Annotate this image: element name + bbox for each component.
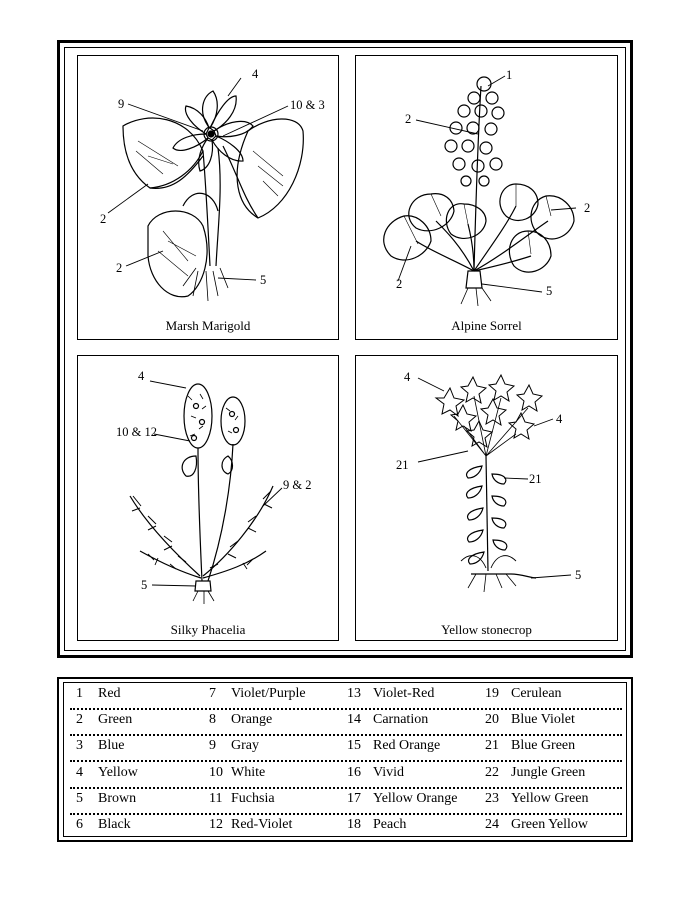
alpine-sorrel-drawing-icon (356, 56, 619, 341)
color-key-number: 12 (209, 817, 223, 832)
marsh-marigold-label-5: 5 (260, 273, 267, 287)
color-key-number: 19 (485, 686, 499, 701)
color-key-color-name: Yellow Orange (373, 790, 458, 806)
alpine-sorrel-caption: Alpine Sorrel (451, 318, 522, 333)
color-key-color-name: Carnation (373, 712, 429, 728)
color-key-number: 6 (76, 817, 83, 832)
color-key-color-name: Violet/Purple (231, 686, 306, 701)
color-key-color-name: Blue Violet (511, 712, 575, 728)
yellow-stonecrop-label-4b: 4 (556, 412, 563, 426)
color-key-number: 22 (485, 764, 499, 780)
color-key-color-name: Red (98, 686, 121, 701)
color-key-color-name: Blue Green (511, 738, 576, 754)
marsh-marigold-label-2b: 2 (116, 261, 123, 275)
color-key-color-name: Fuchsia (231, 790, 275, 806)
yellow-stonecrop-label-5: 5 (575, 568, 582, 582)
color-key-number: 15 (347, 738, 361, 754)
alpine-sorrel-label-2a: 2 (405, 112, 412, 126)
alpine-sorrel-label-2b: 2 (584, 201, 591, 215)
marsh-marigold-label-9: 9 (118, 97, 125, 111)
color-key-number: 4 (76, 764, 83, 780)
color-key-number: 10 (209, 764, 223, 780)
color-key-color-name: Yellow (98, 764, 138, 780)
alpine-sorrel-label-2c: 2 (396, 277, 403, 291)
yellow-stonecrop-drawing-icon (356, 356, 619, 642)
color-key-color-name: Orange (231, 712, 273, 728)
color-key-number: 9 (209, 738, 216, 754)
color-key-number: 24 (485, 817, 499, 832)
color-key-color-name: Green (98, 712, 133, 728)
panel-alpine-sorrel (355, 55, 618, 340)
color-key-number: 14 (347, 712, 361, 728)
color-key-color-name: Blue (98, 738, 125, 754)
color-key-color-name: Green Yellow (511, 817, 588, 832)
color-key-number: 2 (76, 712, 83, 728)
yellow-stonecrop-label-21a: 21 (396, 458, 409, 472)
color-key-row (70, 708, 622, 736)
panel-yellow-stonecrop (355, 355, 618, 641)
color-key-color-name: Violet-Red (373, 686, 435, 701)
color-key-number: 21 (485, 738, 499, 754)
color-key-color-name: Black (98, 817, 131, 832)
color-key-color-name: Peach (373, 817, 407, 832)
color-key-row (70, 682, 622, 710)
color-key-color-name: Jungle Green (511, 764, 586, 780)
color-key-number: 7 (209, 686, 216, 701)
yellow-stonecrop-label-4a: 4 (404, 370, 411, 384)
color-key-number: 11 (209, 790, 223, 806)
alpine-sorrel-label-5: 5 (546, 284, 553, 298)
marsh-marigold-label-2a: 2 (100, 212, 107, 226)
silky-phacelia-label-5: 5 (141, 578, 148, 592)
color-key-number: 17 (347, 790, 361, 806)
color-key-number: 18 (347, 817, 361, 832)
alpine-sorrel-label-1: 1 (506, 68, 513, 82)
color-key-number: 20 (485, 712, 499, 728)
silky-phacelia-caption: Silky Phacelia (170, 622, 246, 637)
marsh-marigold-label-10-3: 10 & 3 (290, 98, 325, 112)
color-key-color-name: Gray (231, 738, 259, 754)
silky-phacelia-label-9-2: 9 & 2 (283, 478, 312, 492)
color-key-color-name: Cerulean (511, 686, 562, 701)
color-key-number: 8 (209, 712, 216, 728)
marsh-marigold-label-4: 4 (252, 67, 259, 81)
yellow-stonecrop-label-21b: 21 (529, 472, 542, 486)
color-key-row (70, 787, 622, 815)
color-key-number: 13 (347, 686, 361, 701)
silky-phacelia-label-10-12: 10 & 12 (116, 425, 157, 439)
color-key-color-name: White (231, 764, 266, 780)
color-key-row (70, 734, 622, 762)
color-key-number: 1 (76, 686, 83, 701)
color-key-row (70, 813, 622, 839)
silky-phacelia-label-4: 4 (138, 369, 145, 383)
color-key-color-name: Vivid (373, 764, 405, 780)
panel-marsh-marigold (77, 55, 339, 340)
silky-phacelia-drawing-icon (78, 356, 340, 642)
yellow-stonecrop-caption: Yellow stonecrop (441, 622, 532, 637)
color-key-color-name: Red Orange (373, 738, 441, 754)
panel-silky-phacelia (77, 355, 339, 641)
color-key-color-name: Yellow Green (511, 790, 589, 806)
color-key-color-name: Red-Violet (231, 817, 293, 832)
color-key-color-name: Brown (98, 790, 137, 806)
color-key-number: 23 (485, 790, 499, 806)
color-key-number: 5 (76, 790, 83, 806)
color-key-number: 3 (76, 738, 83, 754)
color-key-row (70, 761, 622, 789)
color-key-number: 16 (347, 764, 361, 780)
marsh-marigold-caption: Marsh Marigold (165, 318, 251, 333)
